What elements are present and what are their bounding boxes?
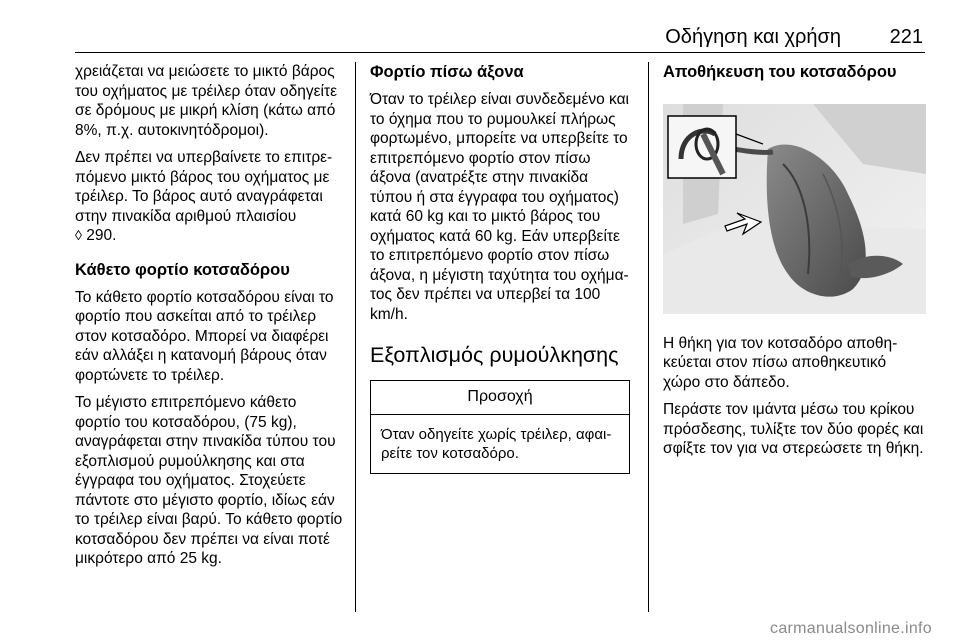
paragraph: Το κάθετο φορτίο κοτσαδόρου είναι το φορτίο που ασκείται από το τρέιλερ στον κοτσαδόρο. Μπορεί να διαφέρει εάν αλλάξει η κατανομή βάρους όταν φορτώνετε το τρέιλερ.: [75, 288, 334, 384]
paragraph: Η θήκη για τον κοτσαδόρο αποθη‐κεύεται στον πίσω αποθηκευτικό χώρο στο δάπεδο.: [663, 334, 898, 391]
column-middle: [370, 62, 632, 474]
column-divider: [648, 62, 649, 612]
caution-title: Προσοχή: [371, 381, 629, 415]
page-reference[interactable]: 290.: [86, 227, 117, 244]
paragraph: [75, 148, 345, 246]
page-header: [75, 18, 925, 53]
column-left: [75, 62, 345, 577]
watermark: carmanualsonline.info: [770, 620, 932, 637]
section-heading: Κάθετο φορτίο κοτσαδόρου: [75, 260, 290, 279]
chapter-heading: Εξοπλισμός ρυμούλκησης: [370, 343, 619, 367]
column-right: [663, 62, 926, 467]
section-heading: Φορτίο πίσω άξονα: [370, 63, 524, 81]
paragraph: Περάστε τον ιμάντα μέσω του κρίκου πρόσδεσης, τυλίξτε τον δύο φορές και σφίξτε τον για να στερεώσετε τη θήκη.: [663, 401, 924, 457]
caution-text: Όταν οδηγείτε χωρίς τρέιλερ, αφαι‐ρείτε τον κοτσαδόρο.: [381, 425, 612, 462]
column-divider: [355, 62, 356, 612]
section-heading: Αποθήκευση του κοτσαδόρου: [663, 63, 897, 81]
page-number: 221: [889, 26, 923, 48]
caution-box: [370, 380, 630, 474]
paragraph: χρειάζεται να μειώσετε το μικτό βάρος του οχήματος με τρέιλερ όταν οδηγείτε σε δρόμους με μικρή κλίση (κάτω από 8%, π.χ. αυτοκινητόδρομοι).: [75, 63, 338, 139]
paragraph-text: Δεν πρέπει να υπερβαίνετε το επιτρε‐πόμενο μικτό βάρος του οχήματος με τρέιλερ. Το βάρος αυτό αναγράφεται στην πινακίδα αριθμού πλαισίου: [75, 149, 333, 225]
paragraph: Όταν το τρέιλερ είναι συνδεδεμένο και το όχημα που το ρυμουλκεί πλήρως φορτωμένο, μπορείτε να υπερβείτε το επιτρεπόμενο φορτίο στον πίσω άξονα (ανατρέξτε στην πινακίδα τύπου ή στα έγγραφα του οχήματος) κατά 60 kg και το μικτό βάρος του οχήματος κατά 60 kg. Εάν υπερβείτε το επιτρεπόμενο φορτίο στον πίσω άξονα, η μέγιστη ταχύτητα του οχήμα‐τος δεν πρέπει να υπερβεί τα 100 km/h.: [370, 91, 629, 323]
paragraph: Το μέγιστο επιτρεπόμενο κάθετο φορτίο του κοτσαδόρου, (75 kg), αναγράφεται στην πινακίδα τύπου του εξοπλισμού ρυμούλκησης και στα έγγραφα του οχήματος. Στοχεύετε πάντοτε στο μέγιστο φορτίο, ιδίως εάν το τρέιλερ είναι βαρύ. Το κάθετο φορτίο κοτσαδόρου δεν πρέπει να είναι ποτέ μικρότερο από 25 kg.: [75, 394, 343, 567]
running-title: Οδήγηση και χρήση: [665, 26, 841, 48]
reference-arrow-icon: ◊: [75, 227, 82, 243]
towbar-bag-illustration: [663, 104, 926, 314]
